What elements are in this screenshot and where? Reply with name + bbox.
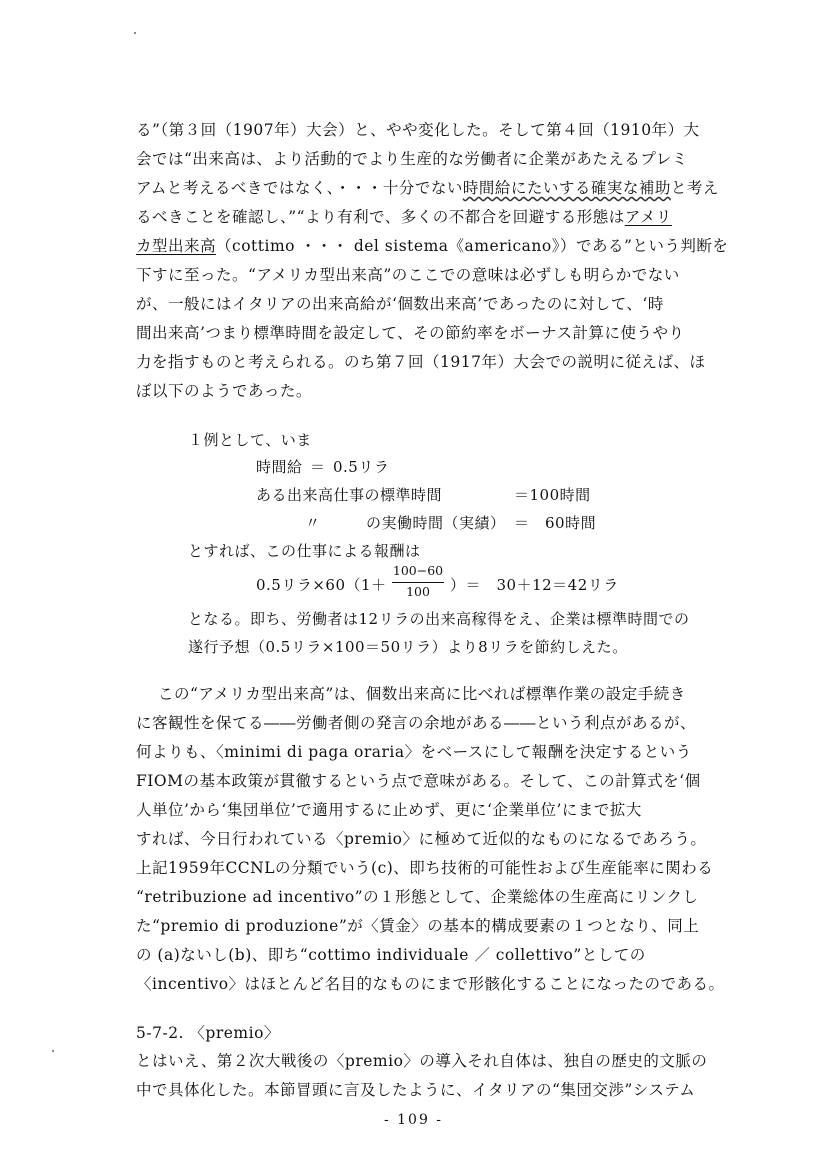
paragraph-1-line: 下すに至った。“アメリカ型出来高”のここでの意味は必ずしも明らかでない (136, 266, 680, 284)
wage-value: 0.5リラ (333, 458, 390, 476)
paragraph-3-line: 中で具体化した。本節冒頭に言及したように、イタリアの“集団交渉”システム (136, 1081, 696, 1099)
fraction-numerator: 100−60 (392, 563, 444, 578)
text-segment: アムと考えるべきではなく、・・・十分でない (136, 179, 463, 197)
paragraph-1-line: が、一般にはイタリアの出来高給が‘個数出来高’であったのに対して、‘時 (136, 295, 664, 313)
formula-right: ）＝ 30＋12＝42リラ (450, 576, 619, 594)
underlined-phrase: カ型出来高 (136, 237, 217, 255)
page-number: - 109 - (383, 1112, 444, 1128)
paragraph-1-line: る”（第３回（1907年）大会）と、やや変化した。そして第４回（1910年）大 (136, 121, 700, 139)
fraction-denominator: 100 (406, 584, 430, 599)
fraction-bar (392, 582, 444, 583)
paragraph-2-line: この“アメリカ型出来高”は、個数出来高に比べれば標準作業の設定手続き (158, 685, 686, 703)
example-intro: １例として、いま (188, 431, 312, 449)
scan-speck (52, 1050, 54, 1052)
paragraph-1-line: 力を指すものと考えられる。のち第７回（1917年）大会での説明に従えば、ほ (136, 353, 706, 371)
paragraph-3-line: とはいえ、第２次大戦後の〈premio〉の導入それ自体は、独自の歴史的文脈の (136, 1052, 708, 1070)
wavy-underlined-phrase: 時間給にたいする確実な補助 (462, 179, 671, 197)
scan-speck (134, 32, 136, 34)
paragraph-2-line: 人単位’から‘集団単位’で適用するに止めず、更に‘企業単位’にまで拡大 (136, 801, 642, 819)
paragraph-2-line: に客観性を保てる――労働者側の発言の余地がある――という利点があるが、 (136, 714, 697, 732)
paragraph-1-line (136, 235, 729, 257)
paragraph-2-line: すれば、今日行われている〈premio〉に極めて近似的なものになるであろう。 (136, 830, 707, 848)
example-then: とすれば、この仕事による報酬は (188, 542, 421, 560)
paragraph-1-line (136, 206, 716, 228)
wage-label: 時間給 (256, 458, 303, 476)
standard-time-value: ＝100時間 (514, 486, 591, 504)
paragraph-2-line: の (a)ないし(b)、即ち“cottimo individuale ／ collettivo”としての (136, 946, 646, 964)
paragraph-2-line: “retribuzione ad incentivo”の１形態として、企業総体の生産高にリンクし (136, 888, 699, 906)
paragraph-2-line: FIOMの基本政策が貫徹するという点で意味がある。そして、この計算式を‘個 (136, 772, 701, 790)
paragraph-2-line: た“premio di produzione”が〈賃金〉の基本的構成要素の１つとなり、同上 (136, 917, 700, 935)
standard-time-label: ある出来高仕事の標準時間 (256, 486, 443, 504)
paragraph-1-line: ぼ以下のようであった。 (136, 382, 312, 400)
paragraph-1-line (136, 177, 719, 199)
paragraph-1-line: 会では“出来高は、より活動的でより生産的な労働者に企業があたえるプレミ (136, 150, 688, 168)
example-result-line: となる。即ち、労働者は12リラの出来高稼得をえ、企業は標準時間での (188, 610, 690, 628)
example-result-line: 遂行予想（0.5リラ×100＝50リラ）より8リラを節約しえた。 (188, 638, 628, 656)
paragraph-2-line: 〈incentivo〉はほとんど名目的なものにまで形骸化することになったのである。 (136, 975, 725, 993)
section-heading: 5-7-2. 〈premio〉 (136, 1024, 280, 1042)
actual-time-label: の実働時間（実績） (366, 514, 506, 532)
text-segment: （cottimo ・・・ del sistema《americano》）である”という判断を (216, 237, 729, 255)
underlined-phrase: アメリ (624, 208, 672, 226)
paragraph-1-line: 間出来高’つまり標準時間を設定して、その節約率をボーナス計算に使うやり (136, 324, 685, 342)
actual-time-value: ＝ 60時間 (514, 514, 597, 532)
text-segment: と考え (670, 179, 719, 197)
formula-left: 0.5リラ×60（1＋ (256, 576, 387, 594)
paragraph-2-line: 上記1959年CCNLの分類でいう(c)、即ち技術的可能性および生産能率に関わる (136, 859, 714, 877)
ditto-mark: 〃 (305, 514, 321, 532)
wage-equals: ＝ (310, 458, 326, 476)
paragraph-2-line: 何よりも、〈minimi di paga oraria〉をベースにして報酬を決定するという (136, 743, 692, 761)
text-segment: るべきことを確認し、”“より有利で、多くの不都合を回避する形態は (136, 208, 625, 226)
